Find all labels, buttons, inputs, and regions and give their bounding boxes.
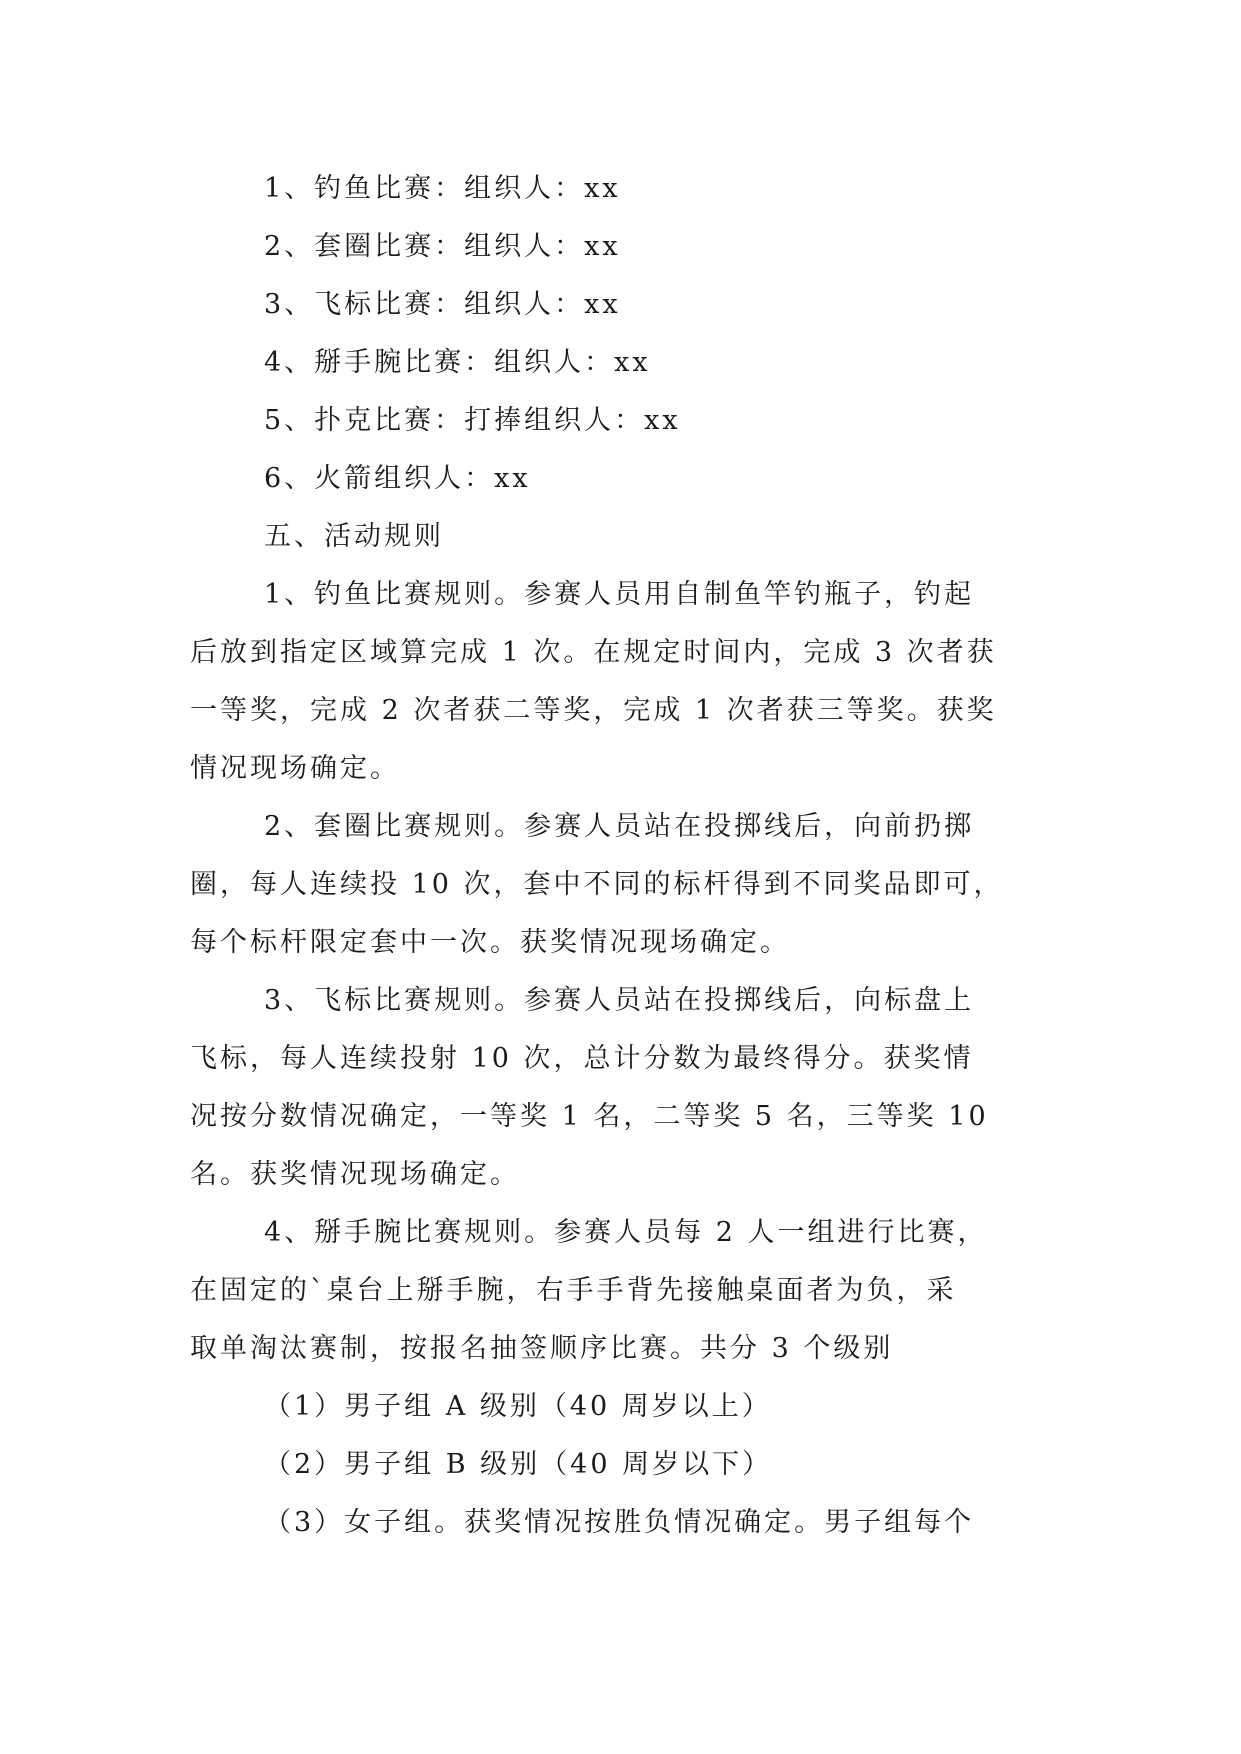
rule-darts-line-2: 飞标，每人连续投射 10 次，总计分数为最终得分。获奖情 — [190, 1043, 974, 1074]
level-line-1: （1）男子组 A 级别（40 周岁以上） — [264, 1391, 772, 1422]
rule-ringtoss-line-2: 圈，每人连续投 10 次，套中不同的标杆得到不同奖品即可， — [190, 869, 1004, 900]
section-heading-rules: 五、活动规则 — [264, 521, 444, 552]
organizer-line-6: 6、火箭组织人：xx — [264, 463, 531, 494]
organizer-line-3: 3、飞标比赛：组织人：xx — [264, 289, 621, 320]
rule-armwrestling-line-2: 在固定的`桌台上掰手腕，右手手背先接触桌面者为负，采 — [190, 1275, 957, 1306]
rule-armwrestling-line-1: 4、掰手腕比赛规则。参赛人员每 2 人一组进行比赛， — [264, 1217, 988, 1248]
organizer-line-5: 5、扑克比赛：打捧组织人：xx — [264, 405, 681, 436]
rule-fishing-line-4: 情况现场确定。 — [190, 753, 400, 784]
organizer-line-4: 4、掰手腕比赛：组织人：xx — [264, 347, 651, 378]
organizer-line-2: 2、套圈比赛：组织人：xx — [264, 231, 621, 262]
level-line-3: （3）女子组。获奖情况按胜负情况确定。男子组每个 — [264, 1507, 975, 1538]
rule-fishing-line-2: 后放到指定区域算完成 1 次。在规定时间内，完成 3 次者获 — [190, 637, 997, 668]
level-line-2: （2）男子组 B 级别（40 周岁以下） — [264, 1449, 773, 1480]
rule-darts-line-1: 3、飞标比赛规则。参赛人员站在投掷线后，向标盘上 — [264, 985, 975, 1016]
rule-fishing-line-1: 1、钓鱼比赛规则。参赛人员用自制鱼竿钓瓶子，钓起 — [264, 579, 975, 610]
rule-darts-line-4: 名。获奖情况现场确定。 — [190, 1159, 520, 1190]
organizer-line-1: 1、钓鱼比赛：组织人：xx — [264, 173, 621, 204]
rule-armwrestling-line-3: 取单淘汰赛制，按报名抽签顺序比赛。共分 3 个级别 — [190, 1333, 894, 1364]
rule-ringtoss-line-1: 2、套圈比赛规则。参赛人员站在投掷线后，向前扔掷 — [264, 811, 975, 842]
rule-fishing-line-3: 一等奖，完成 2 次者获二等奖，完成 1 次者获三等奖。获奖 — [190, 695, 997, 726]
rule-darts-line-3: 况按分数情况确定，一等奖 1 名，二等奖 5 名，三等奖 10 — [190, 1101, 989, 1132]
document-body — [190, 160, 1050, 1552]
rule-ringtoss-line-3: 每个标杆限定套中一次。获奖情况现场确定。 — [190, 927, 790, 958]
